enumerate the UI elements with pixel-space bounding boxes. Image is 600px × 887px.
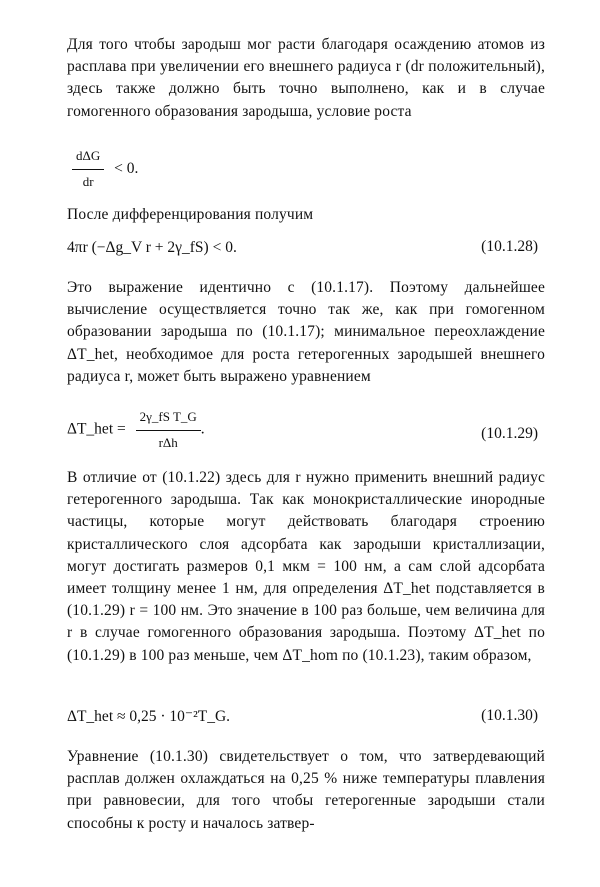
equation-lhs: ΔT_het = [67, 420, 126, 438]
equation-10-1-30: ΔT_het ≈ 0,25 · 10⁻²T_G. [67, 708, 231, 725]
relation: < 0. [114, 159, 139, 177]
equation-10-1-29 [67, 407, 205, 453]
fraction [72, 146, 104, 192]
fraction-numerator: dΔG [72, 146, 104, 170]
period: . [200, 420, 205, 438]
equation-10-1-28: 4πr (−Δg_V r + 2γ_fS) < 0. [67, 239, 237, 256]
paragraph-growth-condition: Для того чтобы зародыш мог расти благодаря осаждению атомов из расплава при увеличении его внешнего радиуса r (dr положительный), здесь также должно быть точно выполнено, как и в случае гомогенного образования зародыша, условие роста [67, 36, 545, 120]
equation-number-10-1-28: (10.1.28) [481, 238, 538, 255]
equation-growth-condition [72, 146, 138, 192]
fraction [136, 407, 201, 453]
paragraph-identical-expression: Это выражение идентично с (10.1.17). Поэтому дальнейшее вычисление осуществляется точно так же, как при гомогенном образовании зародыша по (10.1.17); минимальное переохлаждение ΔT_het, необходимое для роста гетерогенных зародышей внешнего радиуса r, может быть выражено уравнением [67, 279, 545, 385]
paragraph-after-differentiation: После дифференцирования получим [67, 206, 314, 223]
fraction-numerator: 2γ_fS T_G [136, 407, 201, 431]
paragraph-external-radius: В отличие от (10.1.22) здесь для r нужно применить внешний радиус гетерогенного зародыша. Так как монокристаллические инородные частицы, которые могут действовать благодаря строению кристаллического слоя адсорбата как зародыши кристаллизации, могут достигать размеров 0,1 мкм = 100 нм, а сам слой адсорбата имеет толщину менее 1 нм, для определения ΔT_het подставляется в (10.1.29) r = 100 нм. Это значение в 100 раз больше, чем величина для r в случае гомогенного образования зародыша. Поэтому ΔT_het по (10.1.29) в 100 раз меньше, чем ΔT_hom по (10.1.23), таким образом, [67, 469, 545, 664]
equation-number-10-1-29: (10.1.29) [481, 425, 538, 442]
equation-number-10-1-30: (10.1.30) [481, 707, 538, 724]
fraction-denominator: rΔh [158, 435, 178, 450]
fraction-denominator: dr [82, 174, 94, 189]
paragraph-conclusion: Уравнение (10.1.30) свидетельствует о том, что затвердевающий расплав должен охлаждаться на 0,25 % ниже температуры плавления при равновесии, для того чтобы гетерогенные зародыши стали способны к росту и началось затвер- [67, 748, 545, 832]
